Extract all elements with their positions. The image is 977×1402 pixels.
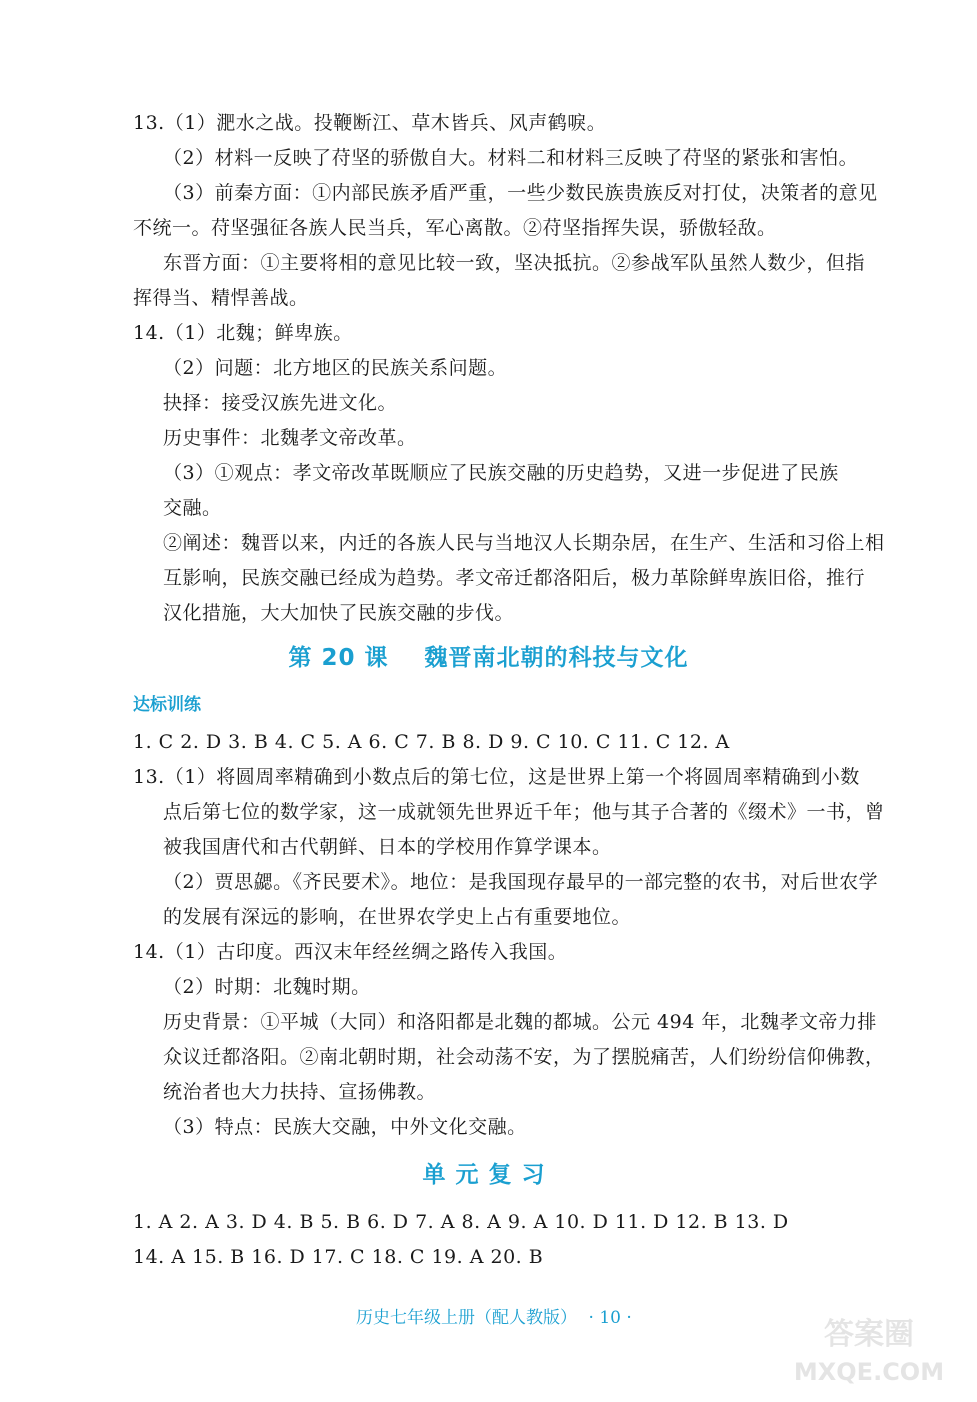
choice-answers: 14. A 15. B 16. D 17. C 18. C 19. A 20. B [133,1246,544,1268]
watermark-text-cn: 答案圈 [824,1317,914,1352]
section-subtitle: 达标训练 [133,695,201,715]
answer-line: 历史背景：①平城（大同）和洛阳都是北魏的都城。公元 494 年，北魏孝文帝力排 [163,1011,877,1033]
answer-line: 交融。 [163,497,222,519]
answer-line: 众议迁都洛阳。②南北朝时期，社会动荡不安，为了摆脱痛苦，人们纷纷信仰佛教， [163,1046,885,1068]
answer-line: （2）材料一反映了苻坚的骄傲自大。材料二和材料三反映了苻坚的紧张和害怕。 [163,147,859,169]
watermark-logo [779,1308,959,1388]
answer-line: 不统一。苻坚强征各族人民当兵，军心离散。②苻坚指挥失误，骄傲轻敌。 [133,217,777,239]
answer-line: 14.（1）北魏；鲜卑族。 [133,322,353,344]
answer-line: （2）时期：北魏时期。 [163,976,371,998]
choice-answers: 1. C 2. D 3. B 4. C 5. A 6. C 7. B 8. D 9. C 10. C 11. C 12. A [133,731,730,753]
answer-line: 东晋方面：①主要将相的意见比较一致，坚决抵抗。②参战军队虽然人数少，但指 [163,252,866,274]
answer-line: 14.（1）古印度。西汉末年经丝绸之路传入我国。 [133,941,568,963]
answer-line: 统治者也大力扶持、宣扬佛教。 [163,1081,437,1103]
answer-line: 13.（1）淝水之战。投鞭断江、草木皆兵、风声鹤唳。 [133,112,607,134]
answer-line: 点后第七位的数学家，这一成就领先世界近千年；他与其子合著的《缀术》一书，曾 [163,801,885,823]
answer-line: （2）贾思勰。《齐民要术》。地位：是我国现存最早的一部完整的农书，对后世农学 [163,871,879,893]
unit-review-title: 单元复习 [422,1162,555,1188]
answer-line: 被我国唐代和古代朝鲜、日本的学校用作算学课本。 [163,836,612,858]
answer-line: 抉择：接受汉族先进文化。 [163,392,398,414]
page-number: · 10 · [588,1308,632,1328]
book-title: 历史七年级上册（配人教版） [356,1308,569,1328]
choice-answers: 1. A 2. A 3. D 4. B 5. B 6. D 7. A 8. A 9. A 10. D 11. D 12. B 13. D [133,1211,789,1233]
answer-line: （2）问题：北方地区的民族关系问题。 [163,357,508,379]
answer-line: 互影响，民族交融已经成为趋势。孝文帝迁都洛阳后，极力革除鲜卑族旧俗，推行 [163,567,866,589]
watermark-text-en: MXQE.COM [793,1358,945,1386]
answer-line: 挥得当、精悍善战。 [133,287,309,309]
answer-line: ②阐述：魏晋以来，内迁的各族人民与当地汉人长期杂居，在生产、生活和习俗上相 [163,532,885,554]
answer-line: 的发展有深远的影响，在世界农学史上占有重要地位。 [163,906,632,928]
answer-line: （3）特点：民族大交融，中外文化交融。 [163,1116,527,1138]
answer-line: 历史事件：北魏孝文帝改革。 [163,427,417,449]
answer-line: （3）①观点：孝文帝改革既顺应了民族交融的历史趋势，又进一步促进了民族 [163,462,839,484]
answer-line: 汉化措施，大大加快了民族交融的步伐。 [163,602,515,624]
answer-line: （3）前秦方面：①内部民族矛盾严重，一些少数民族贵族反对打仗，决策者的意见 [163,182,878,204]
answer-line: 13.（1）将圆周率精确到小数点后的第七位，这是世界上第一个将圆周率精确到小数 [133,766,860,788]
lesson-title: 第 20 课 魏晋南北朝的科技与文化 [288,645,689,671]
